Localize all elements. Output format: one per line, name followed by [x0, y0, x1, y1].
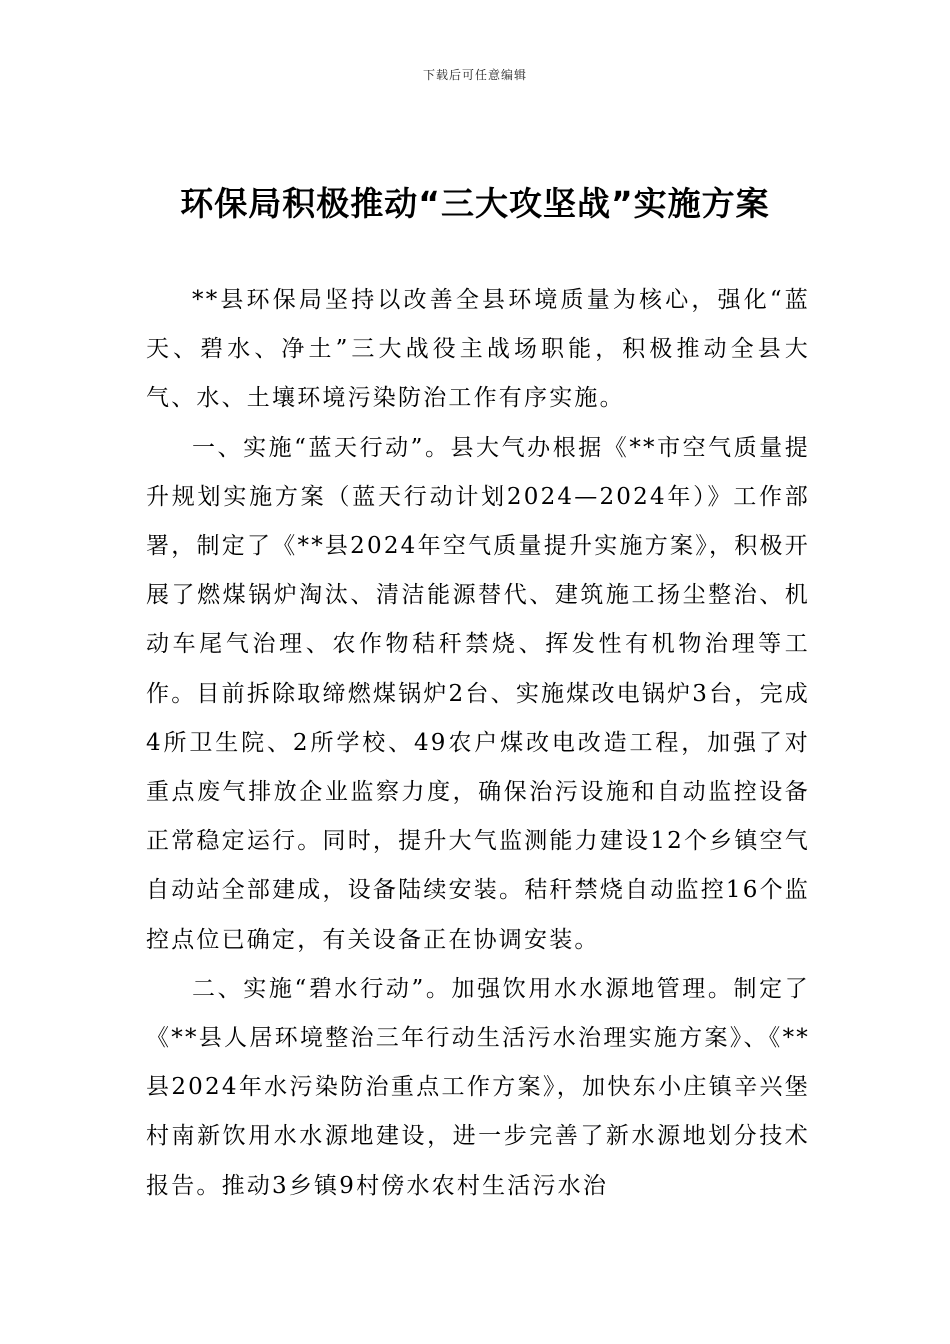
- document-title: 环保局积极推动“三大攻坚战”实施方案: [180, 184, 770, 223]
- paragraph-blue-sky-action: 一、实施“蓝天行动”。县大气办根据《**市空气质量提升规划实施方案（蓝天行动计划2024—2024年）》工作部署，制定了《**县2024年空气质量提升实施方案》，积极开展了燃煤锅炉淘汰、清洁能源替代、建筑施工扬尘整治、机动车尾气治理、农作物秸秆禁烧、挥发性有机物治理等工作。目前拆除取缔燃煤锅炉2台、实施煤改电锅炉3台，完成4所卫生院、2所学校、49农户煤改电改造工程，加强了对重点废气排放企业监察力度，确保治污设施和自动监控设备正常稳定运行。同时，提升大气监测能力建设12个乡镇空气自动站全部建成，设备陆续安装。秸秆禁烧自动监控16个监控点位已确定，有关设备正在协调安装。: [146, 434, 810, 953]
- document-body: [146, 276, 810, 1211]
- paragraph-intro: **县环保局坚持以改善全县环境质量为核心，强化“蓝天、碧水、净土”三大战役主战场职能，积极推动全县大气、水、土壤环境污染防治工作有序实施。: [146, 287, 810, 412]
- paragraph-clear-water-action: 二、实施“碧水行动”。加强饮用水水源地管理。制定了《**县人居环境整治三年行动生活污水治理实施方案》、《**县2024年水污染防治重点工作方案》，加快东小庄镇辛兴堡村南新饮用水水源地建设，进一步完善了新水源地划分技术报告。推动3乡镇9村傍水农村生活污水治: [146, 975, 810, 1199]
- page-header-note: 下载后可任意编辑: [422, 68, 527, 82]
